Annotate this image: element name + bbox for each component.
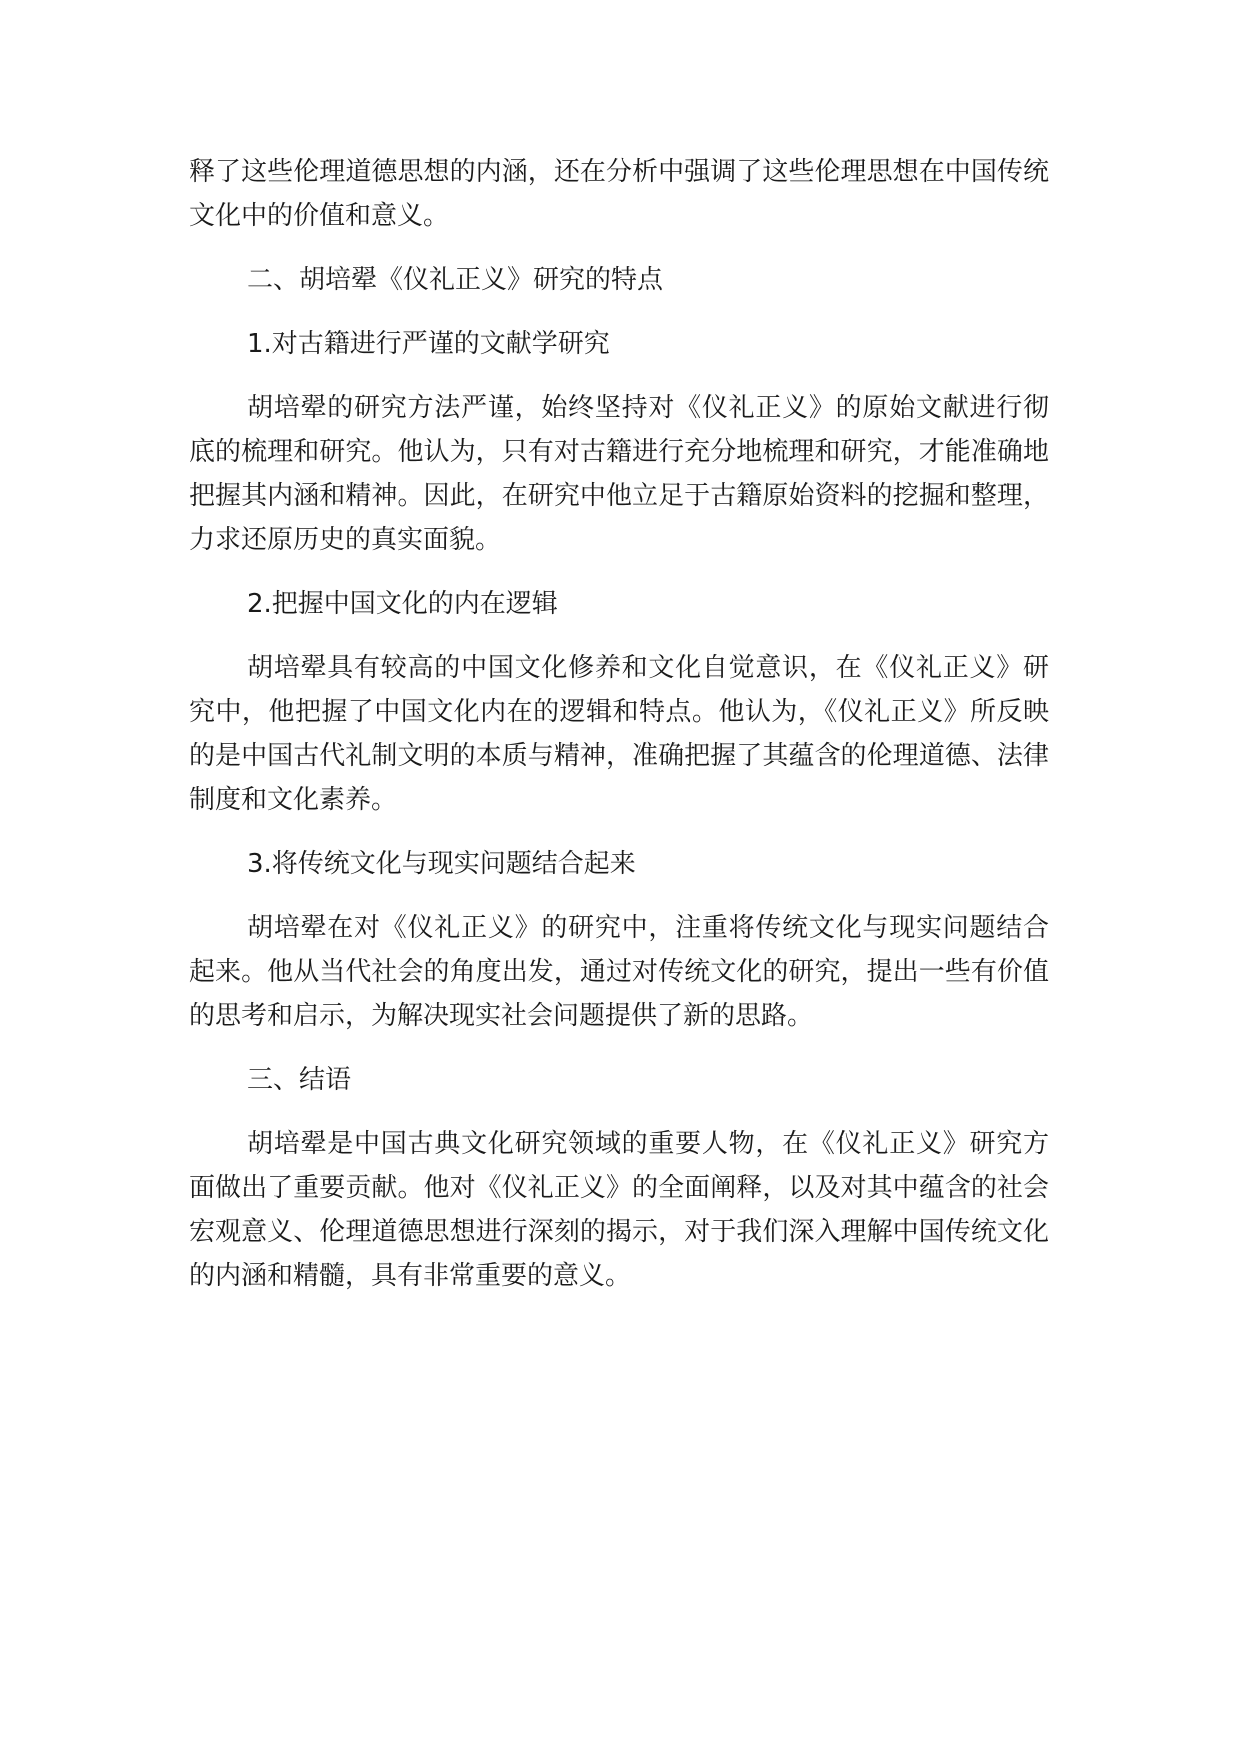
section-heading-characteristics: 二、胡培翚《仪礼正义》研究的特点 [247,265,664,295]
body-paragraph: 胡培翚在对《仪礼正义》的研究中，注重将传统文化与现实问题结合起来。他从当代社会的角度出发，通过对传统文化的研究，提出一些有价值的思考和启示，为解决现实社会问题提供了新的思路。 [189,913,1049,1031]
subheading-tradition-reality: 3.将传统文化与现实问题结合起来 [247,849,636,879]
body-paragraph: 胡培翚是中国古典文化研究领域的重要人物，在《仪礼正义》研究方面做出了重要贡献。他对《仪礼正义》的全面阐释，以及对其中蕴含的社会宏观意义、伦理道德思想进行深刻的揭示，对于我们深入理解中国传统文化的内涵和精髓，具有非常重要的意义。 [189,1129,1049,1291]
document-body [189,150,1049,1318]
body-paragraph: 胡培翚具有较高的中国文化修养和文化自觉意识，在《仪礼正义》研究中，他把握了中国文化内在的逻辑和特点。他认为，《仪礼正义》所反映的是中国古代礼制文明的本质与精神，准确把握了其蕴含的伦理道德、法律制度和文化素养。 [189,653,1049,815]
continuation-paragraph: 释了这些伦理道德思想的内涵，还在分析中强调了这些伦理思想在中国传统文化中的价值和意义。 [189,157,1049,231]
subheading-philology: 1.对古籍进行严谨的文献学研究 [247,329,610,359]
section-heading-conclusion: 三、结语 [247,1065,352,1095]
body-paragraph: 胡培翚的研究方法严谨，始终坚持对《仪礼正义》的原始文献进行彻底的梳理和研究。他认为，只有对古籍进行充分地梳理和研究，才能准确地把握其内涵和精神。因此，在研究中他立足于古籍原始资料的挖掘和整理，力求还原历史的真实面貌。 [189,393,1049,555]
subheading-cultural-logic: 2.把握中国文化的内在逻辑 [247,589,558,619]
